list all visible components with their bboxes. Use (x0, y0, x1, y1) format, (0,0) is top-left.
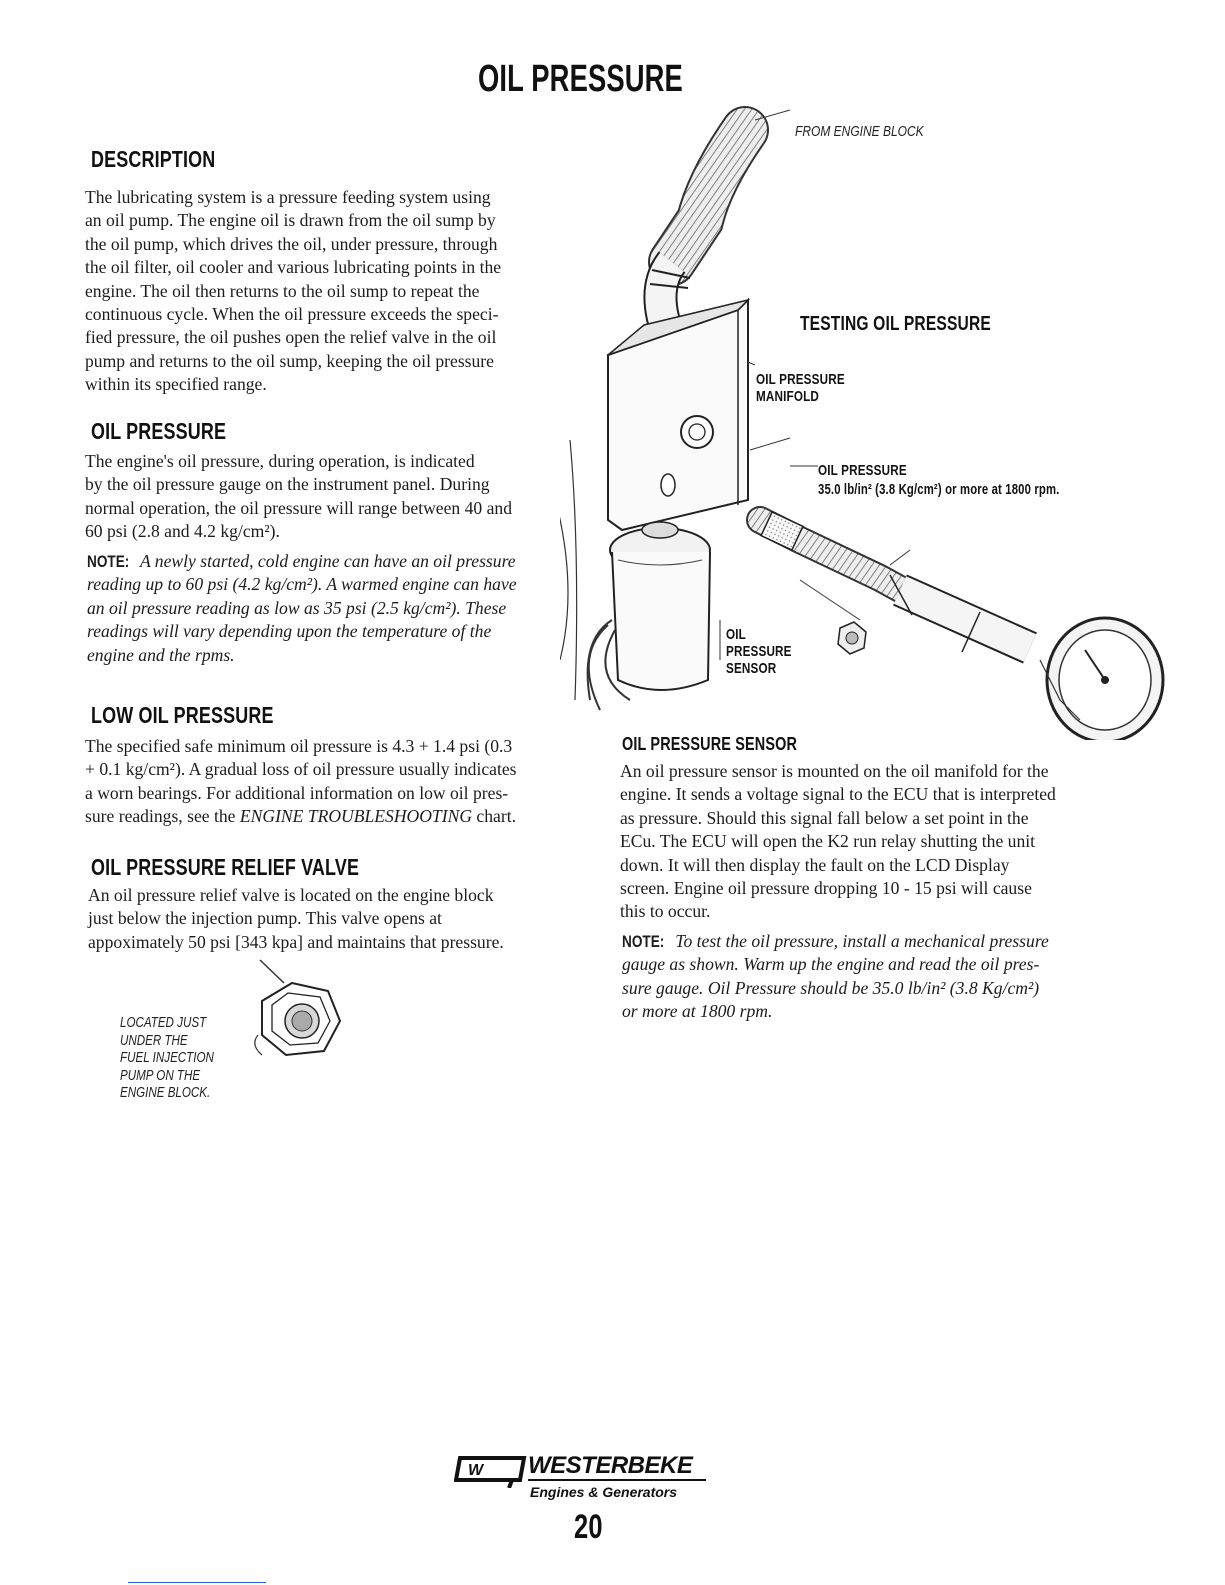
label-line: OIL PRESSURE (756, 371, 845, 388)
text-line: down. It will then display the fault on the LCD Display (620, 854, 1010, 875)
oil-pressure-heading: OIL PRESSURE (91, 418, 227, 444)
text-line: ECu. The ECU will open the K2 run relay shutting the unit (620, 831, 1036, 852)
text-line: appoximately 50 psi [343 kpa] and maintains that pressure. (88, 931, 504, 952)
oil-pressure-body (85, 450, 555, 544)
caption-line: ENGINE BLOCK. (120, 1085, 211, 1102)
description-heading: DESCRIPTION (91, 146, 216, 172)
text-line: pump and returns to the oil sump, keeping the oil pressure (85, 350, 494, 371)
caption-line: FUEL INJECTION (120, 1050, 214, 1067)
text-line: the oil filter, oil cooler and various lubricating points in the (85, 257, 502, 278)
text-line: readings will vary depending upon the temperature of the (87, 621, 492, 642)
text-line: this to occur. (620, 901, 711, 922)
footer-divider (128, 1582, 266, 1583)
chart-reference: ENGINE TROUBLESHOOTING (239, 806, 473, 827)
page-number: 20 (574, 1508, 603, 1546)
oil-pressure-sensor-heading: OIL PRESSURE SENSOR (622, 733, 798, 754)
text-span: sure readings, see the (85, 806, 240, 827)
label-line: PRESSURE (726, 643, 792, 660)
text-line: engine. It sends a voltage signal to the ECU that is interpreted (620, 784, 1056, 805)
label-line: SENSOR (726, 660, 777, 677)
manifold-label (756, 371, 845, 405)
text-line: engine and the rpms. (87, 644, 235, 665)
text-line: the oil pump, which drives the oil, under pressure, through (85, 233, 498, 254)
text-line: sure gauge. Oil Pressure should be 35.0 lb/in² (3.8 Kg/cm²) (622, 977, 1040, 998)
text-line: + 0.1 kg/cm²). A gradual loss of oil pressure usually indicates (85, 759, 517, 780)
relief-valve-body (88, 884, 568, 954)
oil-pressure-test-diagram (560, 100, 1210, 740)
from-engine-block-label: FROM ENGINE BLOCK (795, 123, 924, 140)
text-line: The engine's oil pressure, during operation, is indicated (85, 451, 475, 471)
label-line: MANIFOLD (756, 388, 819, 405)
text-line: engine. The oil then returns to the oil sump to repeat the (85, 280, 480, 301)
relief-valve-caption (120, 1015, 214, 1103)
text-line: To test the oil pressure, install a mechanical pressure (675, 931, 1049, 951)
oil-pressure-sensor-body (620, 760, 1100, 924)
pressure-label: OIL PRESSURE (818, 462, 907, 479)
text-line: screen. Engine oil pressure dropping 10 - 15 psi will cause (620, 878, 1032, 899)
relief-valve-heading: OIL PRESSURE RELIEF VALVE (91, 854, 360, 880)
note-label: NOTE: (87, 552, 130, 571)
svg-text:W: W (468, 1462, 484, 1479)
text-line: within its specified range. (85, 374, 267, 395)
text-line: by the oil pressure gauge on the instrument panel. During (85, 474, 490, 495)
low-oil-pressure-heading: LOW OIL PRESSURE (91, 702, 274, 728)
text-line: continuous cycle. When the oil pressure exceeds the speci- (85, 304, 499, 325)
relief-valve-illustration (240, 955, 350, 1085)
caption-line: UNDER THE (120, 1032, 188, 1049)
text-line: a worn bearings. For additional information on low oil pres- (85, 782, 509, 803)
label-line: OIL (726, 626, 746, 643)
caption-line: LOCATED JUST (120, 1015, 207, 1031)
text-line: The specified safe minimum oil pressure is 4.3 + 1.4 psi (0.3 (85, 736, 513, 756)
text-line: or more at 1800 rpm. (622, 1001, 773, 1022)
description-body (85, 186, 555, 397)
caption-line: PUMP ON THE (120, 1067, 201, 1084)
oil-pressure-note (87, 550, 557, 667)
footer-tagline: Engines & Generators (530, 1484, 678, 1500)
text-line: 60 psi (2.8 and 4.2 kg/cm²). (85, 521, 280, 542)
text-line: fied pressure, the oil pushes open the relief valve in the oil (85, 327, 497, 348)
testing-oil-pressure-heading: TESTING OIL PRESSURE (800, 313, 991, 335)
text-line: normal operation, the oil pressure will range between 40 and (85, 497, 513, 518)
text-line: The lubricating system is a pressure feeding system using (85, 187, 491, 207)
text-line: reading up to 60 psi (4.2 kg/cm²). A warmed engine can have (87, 574, 517, 595)
oil-pressure-sensor-note (622, 930, 1102, 1024)
note-label: NOTE: (622, 932, 665, 951)
text-line: An oil pressure relief valve is located on the engine block (88, 885, 494, 905)
text-line: just below the injection pump. This valve opens at (88, 908, 442, 929)
text-line (85, 805, 565, 828)
text-line: an oil pressure reading as low as 35 psi (2.5 kg/cm²). These (87, 597, 507, 618)
text-span: chart. (472, 806, 516, 827)
westerbeke-logo-icon (454, 1454, 528, 1488)
text-line: an oil pump. The engine oil is drawn from the oil sump by (85, 210, 496, 231)
sensor-label (726, 626, 792, 677)
text-line: A newly started, cold engine can have an oil pressure (139, 551, 516, 571)
low-oil-pressure-body (85, 735, 565, 829)
pressure-value-label: 35.0 lb/in² (3.8 Kg/cm²) or more at 1800 rpm. (818, 482, 1060, 498)
text-line: An oil pressure sensor is mounted on the oil manifold for the (620, 761, 1049, 781)
page-title: OIL PRESSURE (478, 58, 683, 100)
text-line: gauge as shown. Warm up the engine and read the oil pres- (622, 954, 1040, 975)
text-line: as pressure. Should this signal fall below a set point in the (620, 807, 1029, 828)
footer-brand: WESTERBEKE (528, 1453, 706, 1481)
